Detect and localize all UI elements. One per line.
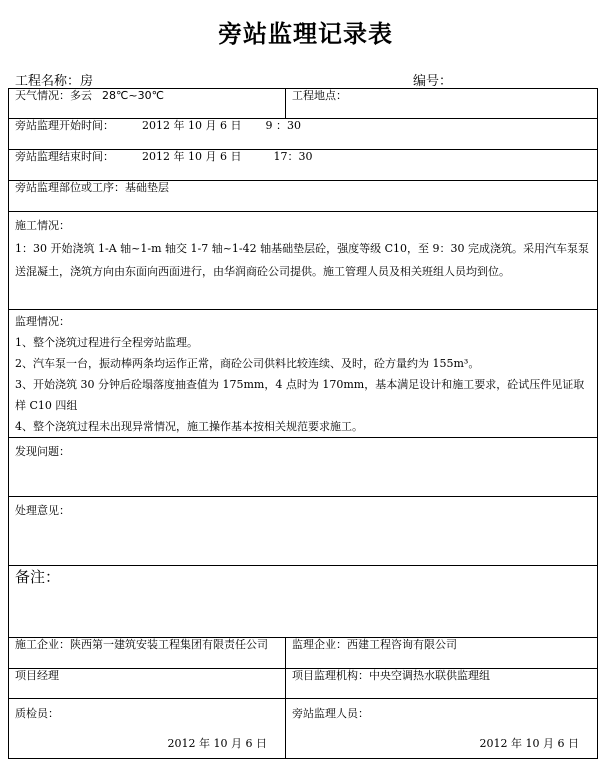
qc-label: 质检员： xyxy=(15,707,59,720)
supervision-item: 2、汽车泵一台，振动棒两条均运作正常，商砼公司供料比较连续、及时，砼方量约为 155m³。 xyxy=(15,357,480,370)
construction-cell xyxy=(9,212,598,310)
weather-value: 28℃~30℃ xyxy=(102,89,164,102)
opinion-label: 处理意见： xyxy=(15,504,70,517)
supervision-item: 3、开始浇筑 30 分钟后砼塌落度抽查值为 175mm，4 点时为 170mm，基本满足设计和施工要求，砼试压件见证取样 C10 四组 xyxy=(15,378,585,412)
problems-label: 发现问题： xyxy=(15,445,70,458)
end-time: 17：30 xyxy=(273,150,313,163)
supervision-row xyxy=(9,310,598,438)
supervisor-company-label: 监理企业：西建工程咨询有限公司 xyxy=(292,638,457,651)
signature-row xyxy=(9,699,598,759)
start-time-row xyxy=(9,119,598,150)
work-part-row xyxy=(9,181,598,212)
remark-cell xyxy=(9,566,598,638)
construction-text: 1：30 开始浇筑 1-A 轴~1-m 轴交 1-7 轴~1-42 轴基础垫层砼，强度等级 C10，至 9：30 完成浇筑。采用汽车泵泵送混凝土，浇筑方向由东面向西面进行，由华润商砼公司提供。施工管理人员及相关班组人员均到位。 xyxy=(15,242,590,278)
contractor-cell xyxy=(9,638,286,669)
work-part-cell xyxy=(9,181,598,212)
location-label: 工程地点： xyxy=(292,89,347,102)
construction-label: 施工情况： xyxy=(15,219,70,232)
qc-cell xyxy=(9,699,286,759)
problems-cell xyxy=(9,438,598,497)
end-time-row xyxy=(9,150,598,181)
remark-row xyxy=(9,566,598,638)
opinion-row xyxy=(9,497,598,566)
work-part-label: 旁站监理部位或工序：基础垫层 xyxy=(15,181,169,194)
problems-row xyxy=(9,438,598,497)
sign-date-left: 2012 年 10 月 6 日 xyxy=(167,737,267,750)
supervision-cell xyxy=(9,310,598,438)
sign-date-right: 2012 年 10 月 6 日 xyxy=(479,737,579,750)
manager-row xyxy=(9,669,598,699)
location-cell xyxy=(286,89,598,119)
start-time-label: 旁站监理开始时间： xyxy=(15,119,114,132)
weather-label: 天气情况：多云 xyxy=(15,89,92,102)
end-time-cell xyxy=(9,150,598,181)
start-time: 9 ：30 xyxy=(265,119,301,132)
opinion-cell xyxy=(9,497,598,566)
supervision-record-table xyxy=(8,88,598,759)
project-name-label: 工程名称：房 xyxy=(15,74,94,89)
supervision-org-label: 项目监理机构：中央空调热水联供监理组 xyxy=(292,669,490,682)
supervision-org-cell xyxy=(286,669,598,699)
project-manager-label: 项目经理 xyxy=(15,669,59,682)
construction-row xyxy=(9,212,598,310)
supervision-item: 4、整个浇筑过程未出现异常情况，施工操作基本按相关规范要求施工。 xyxy=(15,420,363,433)
supervisor-company-cell xyxy=(286,638,598,669)
remark-label: 备注： xyxy=(15,568,61,586)
supervision-label: 监理情况： xyxy=(15,315,70,328)
start-date: 2012 年 10 月 6 日 xyxy=(142,119,242,132)
weather-row xyxy=(9,89,598,119)
start-time-cell xyxy=(9,119,598,150)
company-row xyxy=(9,638,598,669)
onsite-supervisor-label: 旁站监理人员： xyxy=(292,707,369,720)
weather-cell xyxy=(9,89,286,119)
end-date: 2012 年 10 月 6 日 xyxy=(142,150,242,163)
onsite-supervisor-cell xyxy=(286,699,598,759)
supervision-item: 1、整个浇筑过程进行全程旁站监理。 xyxy=(15,336,198,349)
end-time-label: 旁站监理结束时间： xyxy=(15,150,114,163)
serial-number-label: 编号： xyxy=(413,74,453,89)
contractor-label: 施工企业：陕西第一建筑安装工程集团有限责任公司 xyxy=(15,638,268,651)
project-manager-cell xyxy=(9,669,286,699)
page-title: 旁站监理记录表 xyxy=(218,19,393,48)
